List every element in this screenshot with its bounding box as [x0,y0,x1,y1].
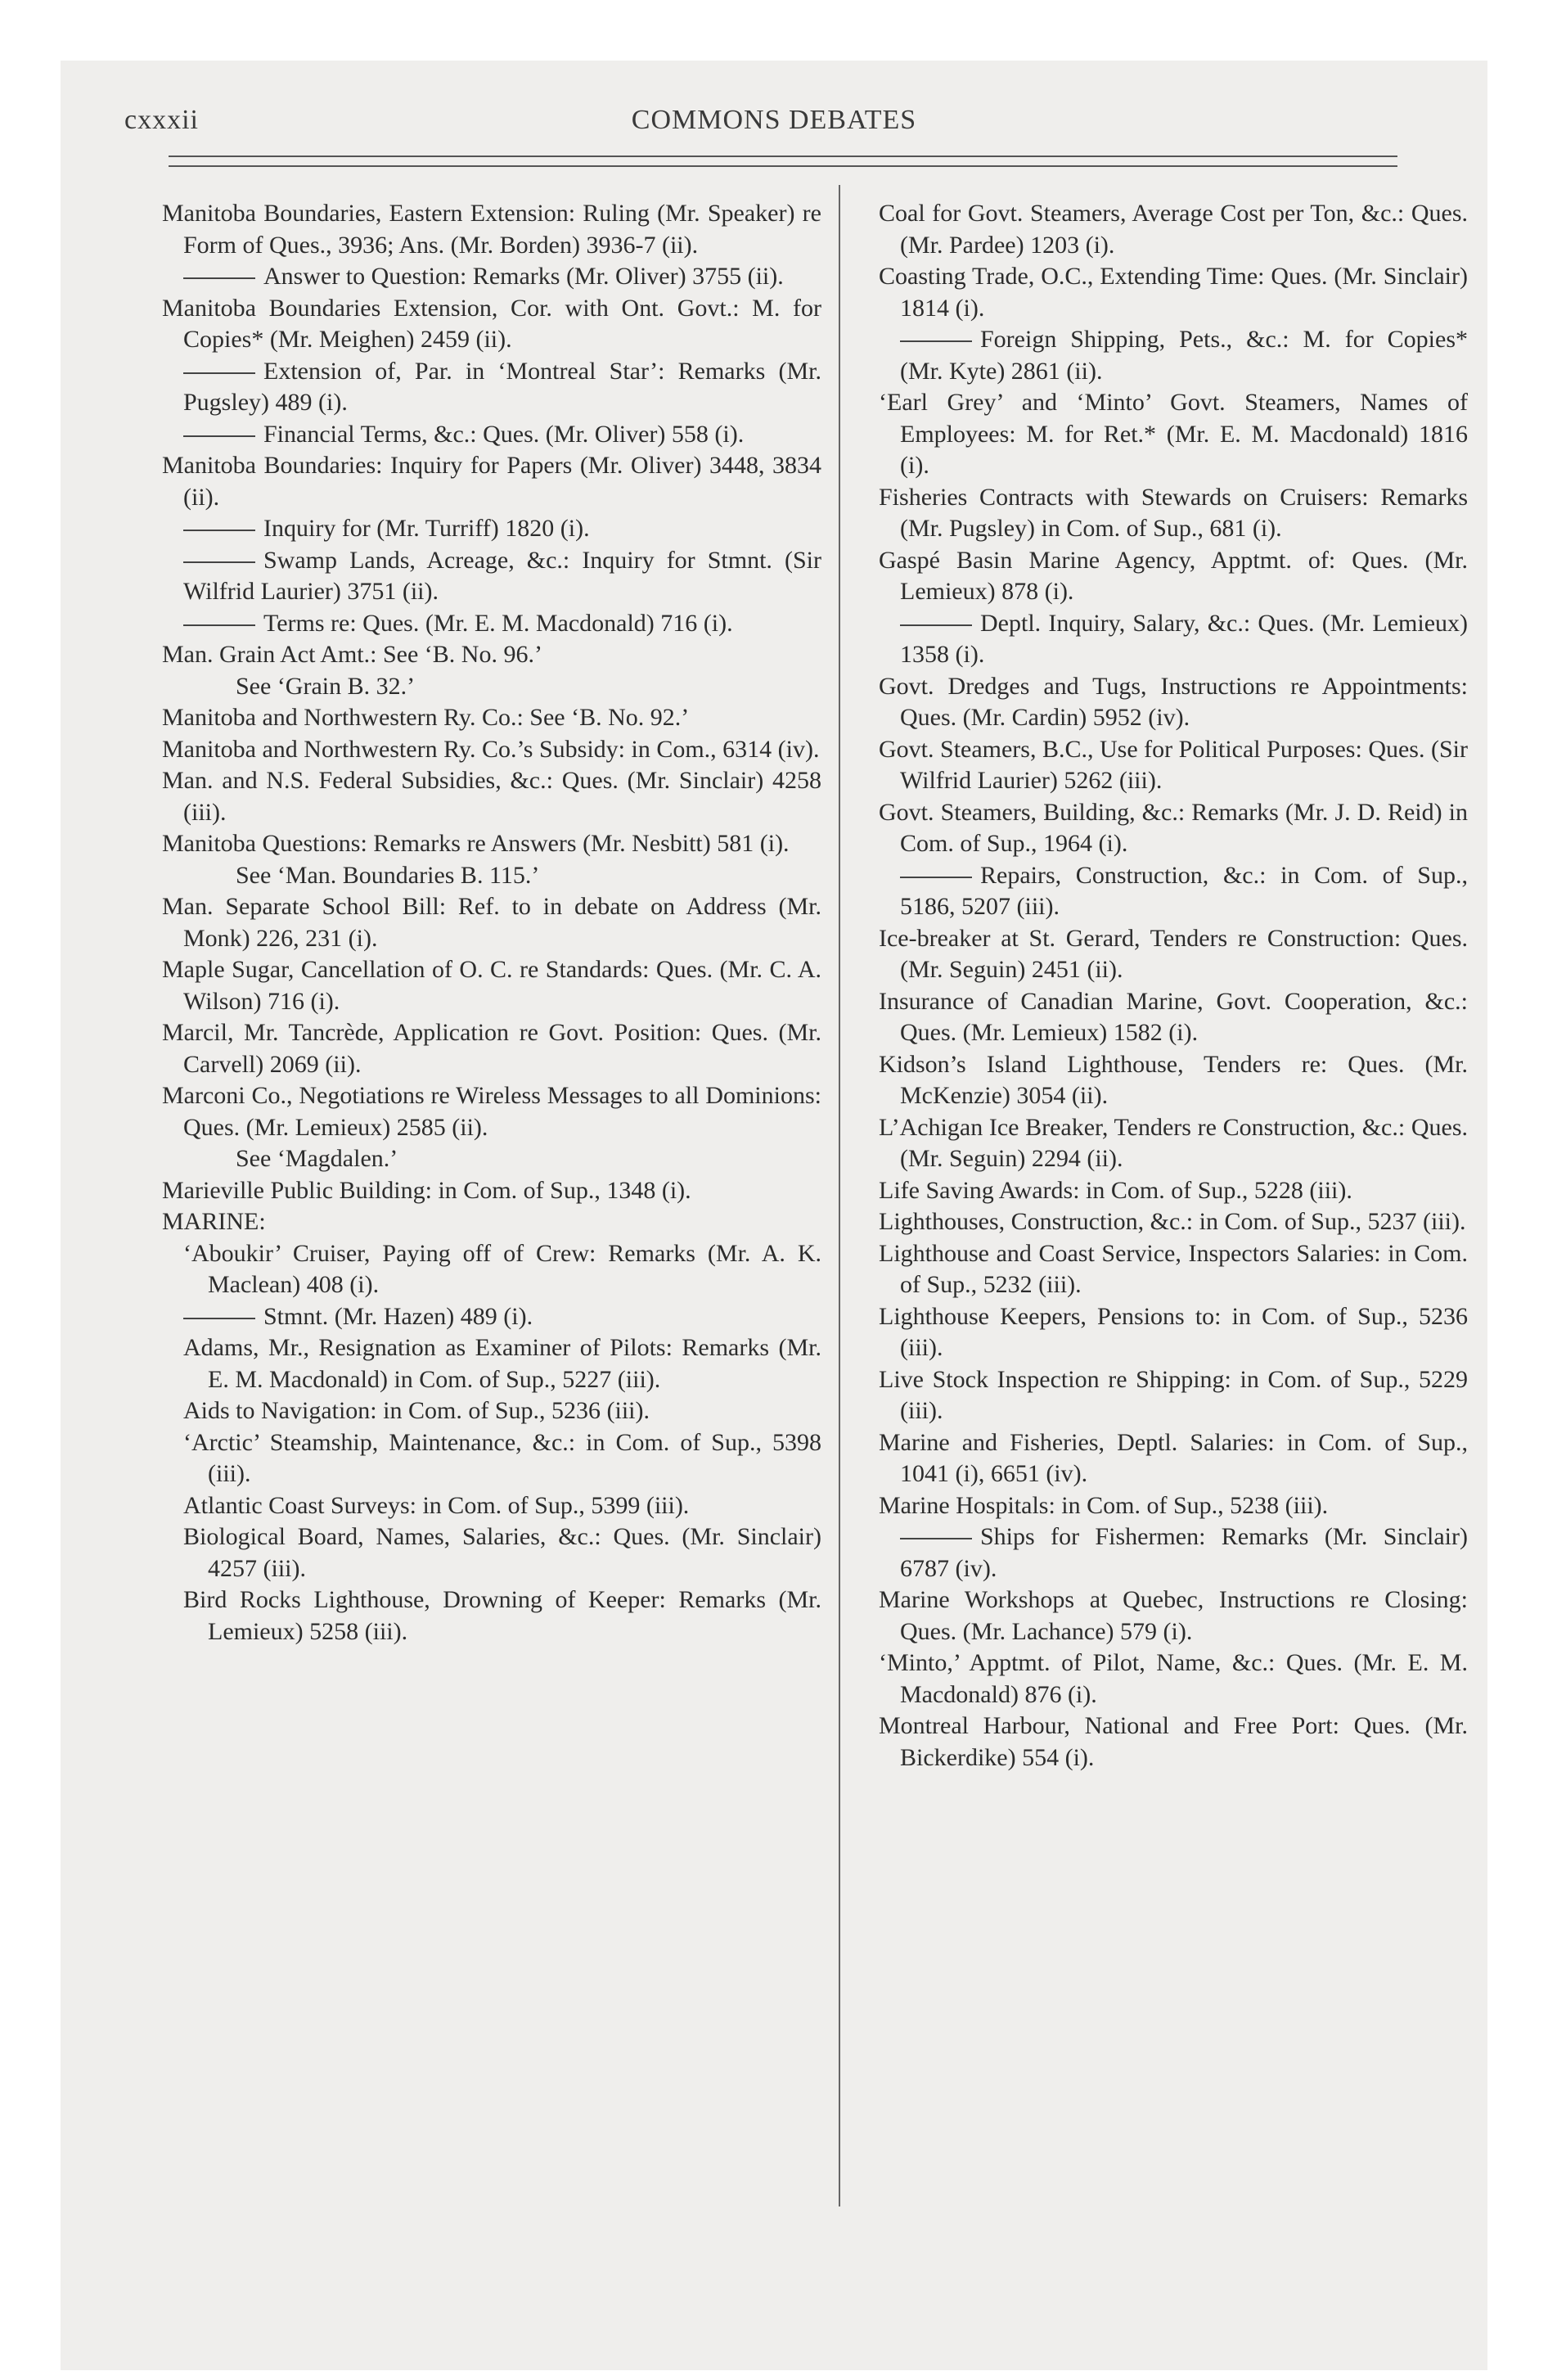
index-see-reference: See ‘Magdalen.’ [236,1145,398,1172]
index-entry: Atlantic Coast Surveys: in Com. of Sup., 5399 (iii). [183,1491,690,1519]
index-entry: Govt. Steamers, Building, &c.: Remarks (Mr. J. D. Reid) in Com. of Sup., 1964 (i). [879,798,1468,857]
page [61,61,1487,2370]
ditto-dash [183,624,255,626]
index-entry: ‘Earl Grey’ and ‘Minto’ Govt. Steamers, Names of Employees: M. for Ret.* (Mr. E. M. Macdonald) 1816 (i). [879,389,1468,479]
index-see-reference: See ‘Grain B. 32.’ [236,672,416,700]
index-entry: Life Saving Awards: in Com. of Sup., 5228 (iii). [879,1176,1352,1204]
index-entry: ‘Arctic’ Steamship, Maintenance, &c.: in Com. of Sup., 5398 (iii). [183,1428,821,1487]
index-entry: Man. Grain Act Amt.: See ‘B. No. 96.’ [162,641,542,668]
index-entry: Kidson’s Island Lighthouse, Tenders re: Ques. (Mr. McKenzie) 3054 (ii). [879,1050,1468,1109]
index-subentry: Financial Terms, &c.: Ques. (Mr. Oliver) 558 (i). [162,419,821,451]
index-entry: Gaspé Basin Marine Agency, Apptmt. of: Ques. (Mr. Lemieux) 878 (i). [879,546,1468,605]
index-subentry: Swamp Lands, Acreage, &c.: Inquiry for Stmnt. (Sir Wilfrid Laurier) 3751 (ii). [183,546,821,605]
index-entry: Coal for Govt. Steamers, Average Cost per Ton, &c.: Ques. (Mr. Pardee) 1203 (i). [879,200,1468,259]
ditto-dash [900,340,972,342]
index-entry: Aids to Navigation: in Com. of Sup., 5236 (iii). [183,1397,650,1424]
index-entry: Maple Sugar, Cancellation of O. C. re Standards: Ques. (Mr. C. A. Wilson) 716 (i). [162,956,821,1015]
index-entry: Adams, Mr., Resignation as Examiner of Pilots: Remarks (Mr. E. M. Macdonald) in Com. of Sup., 5227 (iii). [183,1334,821,1393]
index-subentry: Ships for Fishermen: Remarks (Mr. Sinclair) 6787 (iv). [900,1523,1468,1582]
ditto-dash [900,877,972,878]
index-entry: Lighthouse and Coast Service, Inspectors Salaries: in Com. of Sup., 5232 (iii). [879,1239,1468,1298]
page-header [61,105,1487,146]
index-entry: Live Stock Inspection re Shipping: in Com. of Sup., 5229 (iii). [879,1365,1468,1424]
index-entry: Fisheries Contracts with Stewards on Cruisers: Remarks (Mr. Pugsley) in Com. of Sup., 681 (i). [879,483,1468,542]
ditto-dash [183,530,255,531]
index-subentry: Foreign Shipping, Pets., &c.: M. for Copies* (Mr. Kyte) 2861 (ii). [900,326,1468,385]
index-entry: Lighthouse Keepers, Pensions to: in Com. of Sup., 5236 (iii). [879,1302,1468,1361]
right-column [879,198,1468,1774]
index-entry: Marine and Fisheries, Deptl. Salaries: in Com. of Sup., 1041 (i), 6651 (iv). [879,1428,1468,1487]
index-entry: Bird Rocks Lighthouse, Drowning of Keeper: Remarks (Mr. Lemieux) 5258 (iii). [183,1586,821,1645]
index-entry: Marconi Co., Negotiations re Wireless Messages to all Dominions: Ques. (Mr. Lemieux) 2585 (ii). [162,1082,821,1141]
index-entry: Ice-breaker at St. Gerard, Tenders re Construction: Ques. (Mr. Seguin) 2451 (ii). [879,924,1468,983]
ditto-dash [183,372,255,374]
index-entry: Manitoba Boundaries, Eastern Extension: Ruling (Mr. Speaker) re Form of Ques., 3936; Ans. (Mr. Borden) 3936-7 (ii). [162,200,821,259]
ditto-dash [183,277,255,279]
ditto-dash [183,435,255,437]
index-entry: Insurance of Canadian Marine, Govt. Cooperation, &c.: Ques. (Mr. Lemieux) 1582 (i). [879,987,1468,1046]
index-entry: Manitoba and Northwestern Ry. Co.’s Subsidy: in Com., 6314 (iv). [162,735,820,763]
left-column [162,198,821,1648]
ditto-dash [900,1538,972,1539]
index-entry: Manitoba Questions: Remarks re Answers (Mr. Nesbitt) 581 (i). [162,830,790,857]
index-entry: ‘Aboukir’ Cruiser, Paying off of Crew: Remarks (Mr. A. K. Maclean) 408 (i). [183,1239,821,1298]
ditto-dash [183,561,255,563]
index-entry: Manitoba Boundaries Extension, Cor. with Ont. Govt.: M. for Copies* (Mr. Meighen) 2459 (ii). [162,294,821,353]
ditto-dash [900,624,972,626]
index-subentry: Repairs, Construction, &c.: in Com. of Sup., 5186, 5207 (iii). [900,861,1468,920]
index-entry: Marine Workshops at Quebec, Instructions re Closing: Ques. (Mr. Lachance) 579 (i). [879,1586,1468,1645]
running-title: COMMONS DEBATES [631,105,917,135]
index-subentry: Stmnt. (Mr. Hazen) 489 (i). [162,1301,821,1333]
index-entry: Montreal Harbour, National and Free Port: Ques. (Mr. Bickerdike) 554 (i). [879,1712,1468,1771]
index-entry: Man. and N.S. Federal Subsidies, &c.: Ques. (Mr. Sinclair) 4258 (iii). [162,767,821,826]
index-entry: ‘Minto,’ Apptmt. of Pilot, Name, &c.: Ques. (Mr. E. M. Macdonald) 876 (i). [879,1649,1468,1708]
index-entry: Biological Board, Names, Salaries, &c.: Ques. (Mr. Sinclair) 4257 (iii). [183,1523,821,1582]
index-subentry: Answer to Question: Remarks (Mr. Oliver) 3755 (ii). [162,261,821,293]
index-subentry: Inquiry for (Mr. Turriff) 1820 (i). [162,513,821,545]
index-entry: Marcil, Mr. Tancrède, Application re Govt. Position: Ques. (Mr. Carvell) 2069 (ii). [162,1019,821,1078]
index-see-reference: See ‘Man. Boundaries B. 115.’ [236,861,540,889]
index-entry: Govt. Steamers, B.C., Use for Political Purposes: Ques. (Sir Wilfrid Laurier) 5262 (iii). [879,735,1468,794]
ditto-dash [183,1318,255,1319]
index-entry: Marieville Public Building: in Com. of Sup., 1348 (i). [162,1176,691,1204]
index-subentry: Deptl. Inquiry, Salary, &c.: Ques. (Mr. Lemieux) 1358 (i). [900,609,1468,668]
column-divider [839,185,840,2206]
index-subentry: Extension of, Par. in ‘Montreal Star’: Remarks (Mr. Pugsley) 489 (i). [183,357,821,416]
header-rule-bottom [169,165,1397,167]
index-subentry: Terms re: Ques. (Mr. E. M. Macdonald) 716 (i). [162,608,821,640]
index-entry: Manitoba Boundaries: Inquiry for Papers (Mr. Oliver) 3448, 3834 (ii). [162,452,821,511]
index-entry: Lighthouses, Construction, &c.: in Com. of Sup., 5237 (iii). [879,1208,1466,1235]
header-rule-top [169,156,1397,157]
index-entry: L’Achigan Ice Breaker, Tenders re Construction, &c.: Ques. (Mr. Seguin) 2294 (ii). [879,1113,1468,1172]
page-number: cxxxii [124,105,199,135]
section-heading-marine: MARINE: [162,1208,266,1235]
index-entry: Man. Separate School Bill: Ref. to in debate on Address (Mr. Monk) 226, 231 (i). [162,893,821,952]
index-entry: Manitoba and Northwestern Ry. Co.: See ‘B. No. 92.’ [162,704,690,731]
index-entry: Coasting Trade, O.C., Extending Time: Ques. (Mr. Sinclair) 1814 (i). [879,263,1468,322]
index-entry: Govt. Dredges and Tugs, Instructions re Appointments: Ques. (Mr. Cardin) 5952 (iv). [879,672,1468,731]
index-entry: Marine Hospitals: in Com. of Sup., 5238 (iii). [879,1491,1329,1519]
